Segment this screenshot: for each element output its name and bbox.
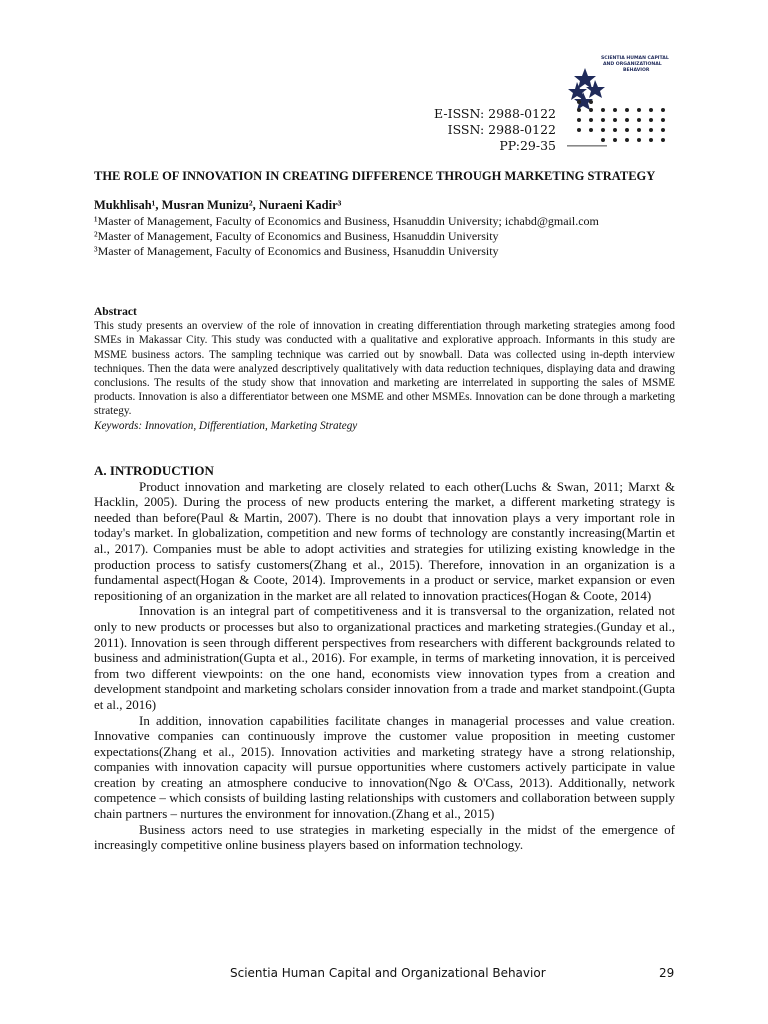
paragraph: Innovation is an integral part of competitiveness and it is transversal to the organization, related not only to new products or processes but also to organizational practices and marketing strategies.(Gunday et al., 2011). Innovation is seen through different perspectives from researchers with different backgrounds related to business and administration(Gupta et al., 2016). For example, in terms of marketing innovation, it is perceived from two different viewpoints: on the one hand, economists view innovation types from a creation and development standpoint and marketing scholars consider innovation from a trade and market standpoint.(Gupta et al., 2016)	[94, 603, 675, 712]
svg-text:AND ORGANIZATIONAL: AND ORGANIZATIONAL	[603, 62, 662, 67]
section-heading: A. INTRODUCTION	[94, 463, 214, 478]
paragraph: Business actors need to use strategies in marketing especially in the midst of the emergence of increasingly competitive online business players based on information technology.	[94, 821, 675, 853]
authors-block	[94, 198, 694, 259]
author-names: Mukhlisah¹, Musran Munizu², Nuraeni Kadir³	[94, 198, 342, 212]
paragraph: Product innovation and marketing are closely related to each other(Luchs & Swan, 2011; Marxt & Hacklin, 2005). During the process of new products entering the market, a different marketing strategy is needed than before(Paul & Martin, 2007). There is no doubt that innovation plays a very important role in today's market. In globalization, competition and new forms of technology are constantly increasing(Martin et al., 2017). Companies must be able to adopt activities and strategies for utilizing existing knowledge in the production process to satisfy customers(Zhang et al., 2015). Therefore, innovation in an organization is a fundamental aspect(Hogan & Coote, 2014). Improvements in a product or service, market expansion or even repositioning of an organization in the market are all related to innovation practices(Hogan & Coote, 2014)	[94, 478, 675, 603]
svg-text:BEHAVIOR: BEHAVIOR	[623, 68, 650, 73]
issn: ISSN: 2988-0122	[447, 122, 556, 137]
paragraph: In addition, innovation capabilities facilitate changes in managerial processes and value creation. Innovative companies can continuously improve the customer value proposition in meeting customer expectations(Zhang et al., 2015). Innovation activities and marketing strategy have a strong relationship, companies with innovation capacity will pursue opportunities where customers actively participate in value creation by creating an atmosphere conducive to innovation(Ngo & O'Cass, 2013). Additionally, network competence – which consists of building lasting relationships with customers and collaboration between supply chain partners – nurtures the environment for innovation.(Zhang et al., 2015)	[94, 712, 675, 822]
eissn: E-ISSN: 2988-0122	[434, 106, 556, 121]
page-range: PP:29-35	[499, 138, 556, 153]
issn-block	[434, 106, 556, 154]
abstract-heading: Abstract	[94, 306, 137, 318]
page-number: 29	[659, 966, 675, 980]
abstract-section	[94, 305, 675, 433]
paper-title: THE ROLE OF INNOVATION IN CREATING DIFFERENCE THROUGH MARKETING STRATEGY	[94, 169, 656, 183]
journal-logo	[565, 50, 715, 150]
svg-text:SCIENTIA HUMAN CAPITAL: SCIENTIA HUMAN CAPITAL	[601, 56, 669, 61]
affiliation: ³Master of Management, Faculty of Economics and Business, Hsanuddin University	[94, 244, 499, 258]
introduction-section	[94, 463, 675, 853]
footer-journal-name: Scientia Human Capital and Organizational Behavior	[230, 966, 546, 980]
abstract-body: This study presents an overview of the role of innovation in creating differentiation through marketing strategies among food SMEs in Makassar City. This study was conducted with a qualitative and explorative approach. Informants in this study are MSME business actors. The sampling technique was carried out by snowball. Data was collected using in-depth interview techniques. Then the data were analyzed descriptively qualitatively with data reduction techniques, displaying data and drawing conclusions. The results of the study show that innovation and marketing are interrelated in supporting the sales of MSME products. Innovation is also a differentiator between one MSME and other MSMEs. Innovation can be done through a marketing strategy.	[94, 320, 675, 418]
affiliation: ¹Master of Management, Faculty of Economics and Business, Hsanuddin University; ichabd@gmail.com	[94, 214, 599, 228]
affiliation: ²Master of Management, Faculty of Economics and Business, Hsanuddin University	[94, 229, 499, 243]
star-people-icon	[568, 68, 605, 110]
keywords: Keywords: Innovation, Differentiation, Marketing Strategy	[94, 419, 358, 432]
dot-grid-decoration	[577, 100, 665, 142]
